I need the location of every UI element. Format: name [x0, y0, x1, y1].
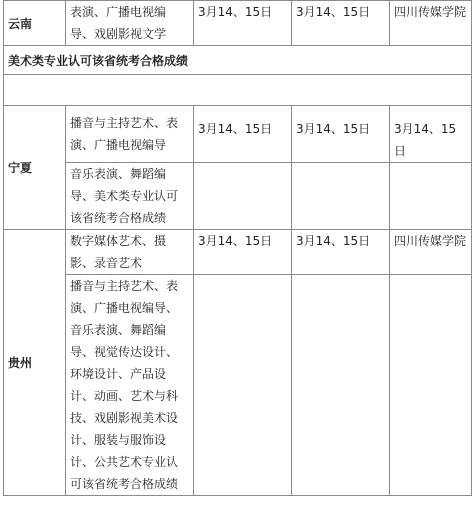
- date-cell: 3月14、15日: [292, 106, 390, 163]
- date-cell: 3月14、15日: [194, 1, 292, 46]
- major-cell: 音乐表演、舞蹈编导、美术类专业认可该省统考合格成绩: [66, 163, 194, 230]
- empty-cell: [194, 275, 292, 496]
- date-cell: 3月14、15日: [194, 230, 292, 275]
- section-note: 美术类专业认可该省统考合格成绩: [4, 46, 472, 75]
- date-cell: 3月14、15日: [292, 230, 390, 275]
- section-row: [4, 46, 472, 75]
- major-cell: 播音与主持艺术、表演、广播电视编导: [66, 106, 194, 163]
- blank-row: [4, 75, 472, 106]
- note-cell: 四川传媒学院: [390, 1, 472, 46]
- date-cell: 3月14、15日: [390, 106, 472, 163]
- date-cell: 3月14、15日: [292, 1, 390, 46]
- major-cell: 表演、广播电视编导、戏剧影视文学: [66, 1, 194, 46]
- empty-cell: [390, 275, 472, 496]
- table-row: [4, 1, 472, 46]
- table-row: [4, 163, 472, 230]
- exam-schedule: [3, 0, 472, 496]
- table-row: [4, 275, 472, 496]
- empty-cell: [292, 163, 390, 230]
- province-cell: 贵州: [4, 230, 66, 496]
- empty-cell: [194, 163, 292, 230]
- table-row: [4, 106, 472, 163]
- empty-cell: [292, 275, 390, 496]
- major-cell: 播音与主持艺术、表演、广播电视编导、音乐表演、舞蹈编导、视觉传达设计、环境设计、产品设计、动画、艺术与科技、戏剧影视美术设计、服装与服饰设计、公共艺术专业认可该省统考合格成绩: [66, 275, 194, 496]
- province-cell: 云南: [4, 1, 66, 46]
- exam-table: [3, 0, 472, 496]
- empty-cell: [390, 163, 472, 230]
- blank-cell: [4, 75, 472, 106]
- major-cell: 数字媒体艺术、摄影、录音艺术: [66, 230, 194, 275]
- province-cell: 宁夏: [4, 106, 66, 230]
- date-cell: 3月14、15日: [194, 106, 292, 163]
- table-row: [4, 230, 472, 275]
- note-cell: 四川传媒学院: [390, 230, 472, 275]
